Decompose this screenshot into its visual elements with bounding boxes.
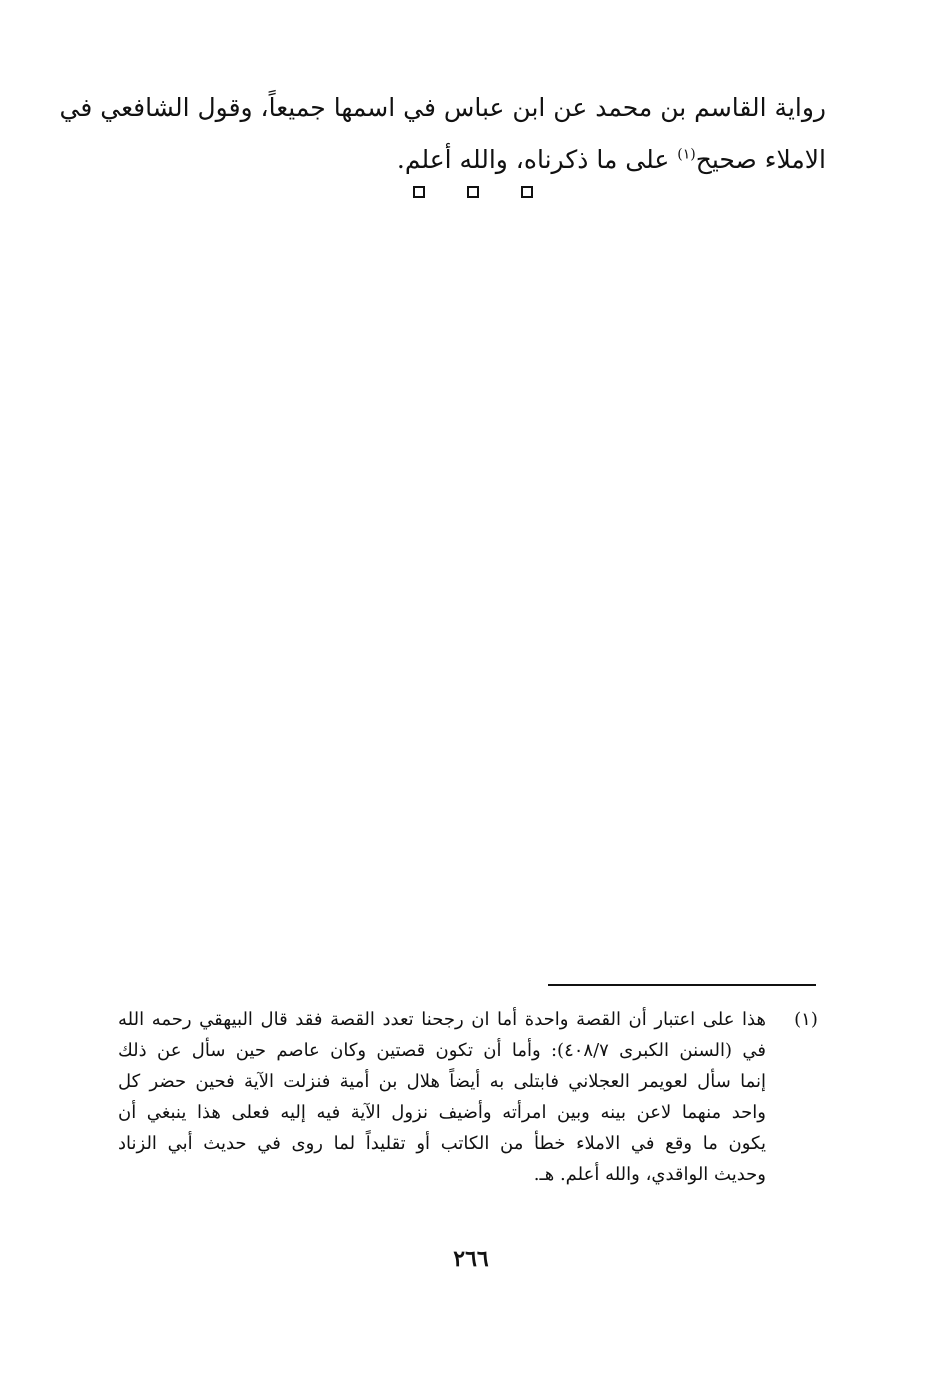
footnote-reference-marker[interactable]: (١) [677, 146, 696, 163]
footnote-text [118, 1004, 766, 1190]
footnote-line: إنما سأل لعويمر العجلاني فابتلى به أيضاً هلال بن أمية فنزلت الآية فحين حضر كل [118, 1071, 766, 1092]
footnote-line: هذا على اعتبار أن القصة واحدة أما ان رجحنا تعدد القصة فقد قال البيهقي رحمه الله [118, 1009, 766, 1030]
footnote-line: في (السنن الكبرى ٤٠٨/٧): وأما أن تكون قصتين وكان عاصم حين سأل عن ذلك [118, 1040, 766, 1061]
main-text-line-2-tail: على ما ذكرناه، والله أعلم. [396, 145, 678, 174]
page-number: ٢٦٦ [453, 1246, 489, 1272]
square-ornament-icon [467, 186, 479, 198]
main-text-line-2 [118, 134, 826, 186]
square-ornament-icon [521, 186, 533, 198]
main-text [59, 82, 826, 186]
footnote-line: وحديث الواقدي، والله أعلم. هـ. [533, 1164, 766, 1185]
footnote-number: (١) [794, 1009, 818, 1030]
square-ornament-icon [413, 186, 425, 198]
main-text-line-1: رواية القاسم بن محمد عن ابن عباس في اسمها جميعاً، وقول الشافعي في [59, 93, 826, 122]
footnote-line: واحد منهما لاعن بينه وبين امرأته وأضيف نزول الآية فيه إليه فعلى هذا ينبغي أن [118, 1102, 766, 1123]
footnote-divider [548, 984, 816, 986]
main-text-line-2-head: الاملاء صحيح [695, 145, 826, 174]
footnote-line: يكون ما وقع في الاملاء خطأ من الكاتب أو تقليداً لما روى في حديث أبي الزناد [118, 1133, 766, 1154]
section-separator [413, 180, 533, 204]
